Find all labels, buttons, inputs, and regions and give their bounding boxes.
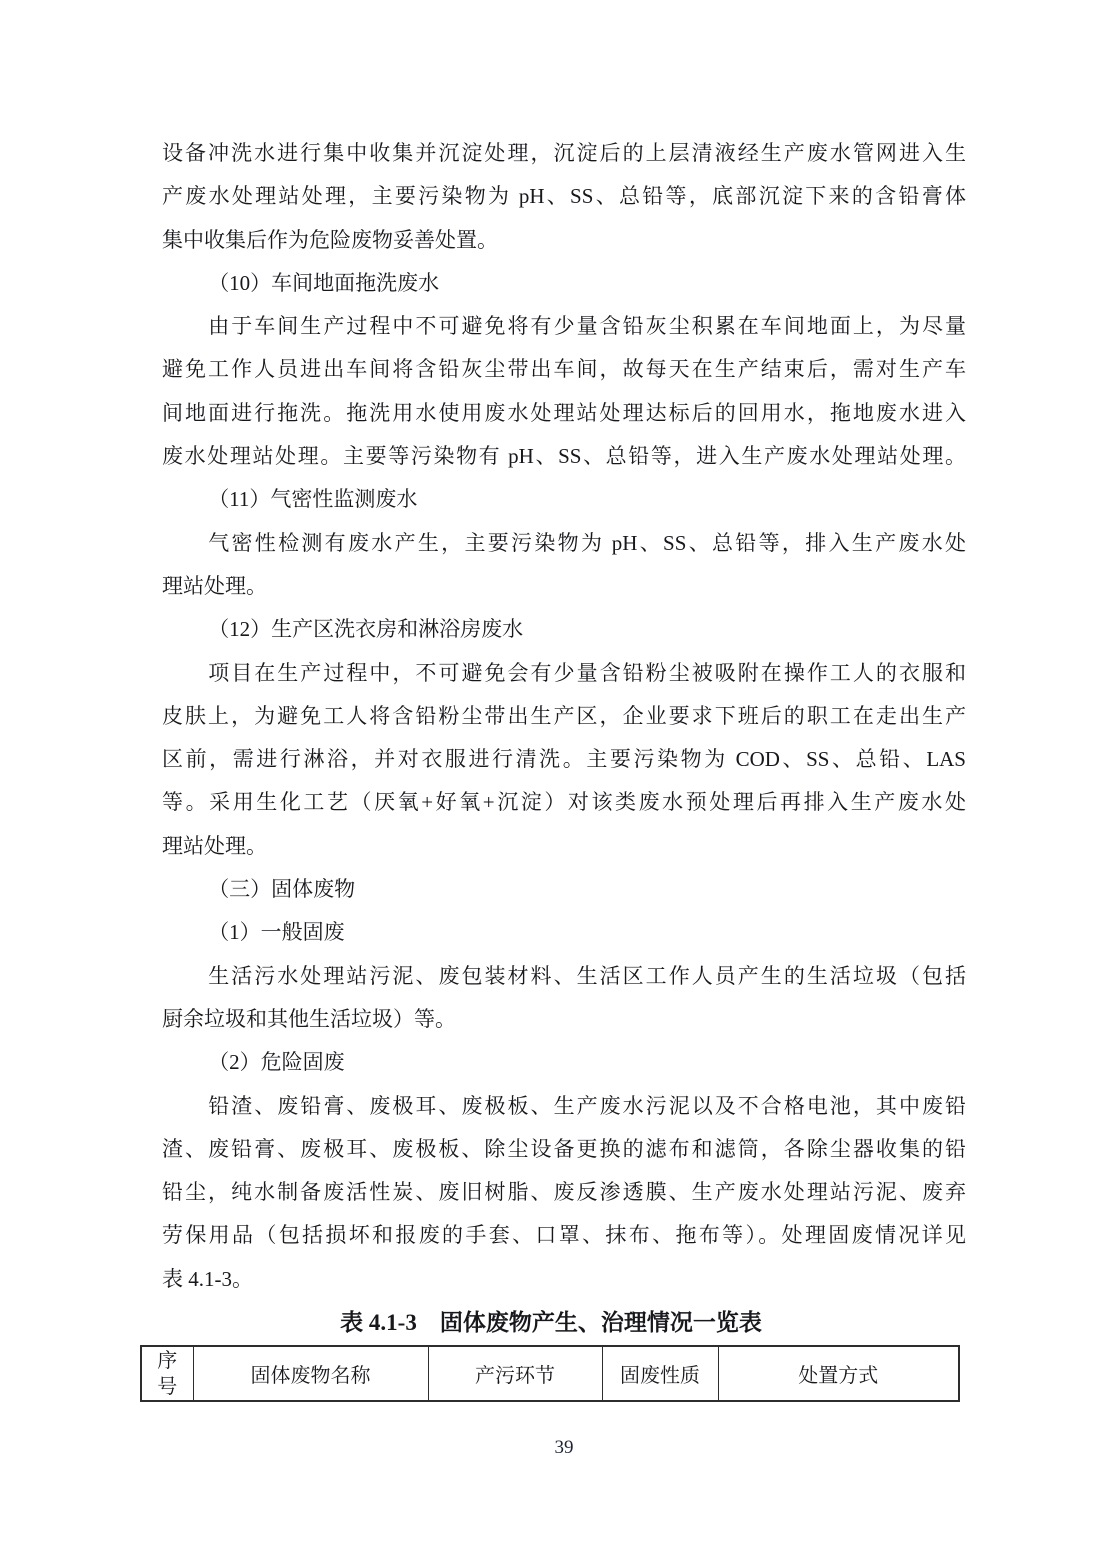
body-text-block — [162, 132, 966, 1301]
text-line: 项目在生产过程中，不可避免会有少量含铅粉尘被吸附在操作工人的衣服和 — [208, 660, 966, 685]
text-line: 区前，需进行淋浴，并对衣服进行清洗。主要污染物为 COD、SS、总铅、LAS — [162, 747, 966, 772]
table-header-row — [141, 1346, 959, 1401]
table-title: 表 4.1-3 固体废物产生、治理情况一览表 — [340, 1310, 762, 1335]
heading-line: （11）气密性监测废水 — [208, 487, 418, 512]
text-line: 间地面进行拖洗。拖洗用水使用废水处理站处理达标后的回用水，拖地废水进入 — [162, 400, 966, 425]
text-line: 设备冲洗水进行集中收集并沉淀处理，沉淀后的上层清液经生产废水管网进入生 — [162, 141, 966, 165]
text-line: 铅渣、废铅膏、废极耳、废极板、生产废水污泥以及不合格电池，其中废铅 — [208, 1093, 966, 1118]
text-line: 厨余垃圾和其他生活垃圾）等。 — [162, 1006, 456, 1031]
text-line: 集中收集后作为危险废物妥善处置。 — [162, 227, 498, 252]
text-line: 理站处理。 — [162, 573, 267, 598]
table-header-cell: 序号 — [141, 1346, 193, 1401]
text-line: 劳保用品（包括损坏和报废的手套、口罩、抹布、拖布等）。处理固废情况详见 — [162, 1223, 966, 1248]
text-line: 等。采用生化工艺（厌氧+好氧+沉淀）对该类废水预处理后再排入生产废水处 — [162, 790, 966, 815]
text-line: 渣、废铅膏、废极耳、废极板、除尘设备更换的滤布和滤筒，各除尘器收集的铅 — [162, 1136, 966, 1161]
text-line: 铅尘，纯水制备废活性炭、废旧树脂、废反渗透膜、生产废水处理站污泥、废弃 — [162, 1180, 966, 1205]
text-line: 生活污水处理站污泥、废包装材料、生活区工作人员产生的生活垃圾（包括 — [208, 963, 966, 988]
heading-line: （12）生产区洗衣房和淋浴房废水 — [208, 617, 524, 642]
page-number: 39 — [554, 1437, 574, 1458]
text-line: 避免工作人员进出车间将含铅灰尘带出车间，故每天在生产结束后，需对生产车 — [162, 357, 966, 382]
text-line: 表 4.1-3。 — [162, 1266, 253, 1291]
heading-line: （三）固体废物 — [208, 877, 356, 902]
solid-waste-table — [140, 1345, 960, 1402]
table-header-cell: 处置方式 — [718, 1346, 959, 1401]
heading-line: （1）一般固废 — [208, 920, 345, 945]
heading-line: （2）危险固废 — [208, 1050, 345, 1075]
text-line: 由于车间生产过程中不可避免将有少量含铅灰尘积累在车间地面上，为尽量 — [208, 314, 966, 339]
table-header-cell: 固废性质 — [602, 1346, 718, 1401]
table-header-cell: 产污环节 — [428, 1346, 602, 1401]
text-line: 气密性检测有废水产生，主要污染物为 pH、SS、总铅等，排入生产废水处 — [208, 530, 966, 555]
text-line: 废水处理站处理。主要等污染物有 pH、SS、总铅等，进入生产废水处理站处理。 — [162, 444, 966, 469]
text-line: 皮肤上，为避免工人将含铅粉尘带出生产区，企业要求下班后的职工在走出生产 — [162, 703, 966, 728]
heading-line: （10）车间地面拖洗废水 — [208, 270, 440, 295]
text-line: 产废水处理站处理，主要污染物为 pH、SS、总铅等，底部沉淀下来的含铅膏体 — [162, 184, 966, 209]
text-line: 理站处理。 — [162, 833, 267, 858]
table-header-cell: 固体废物名称 — [193, 1346, 428, 1401]
